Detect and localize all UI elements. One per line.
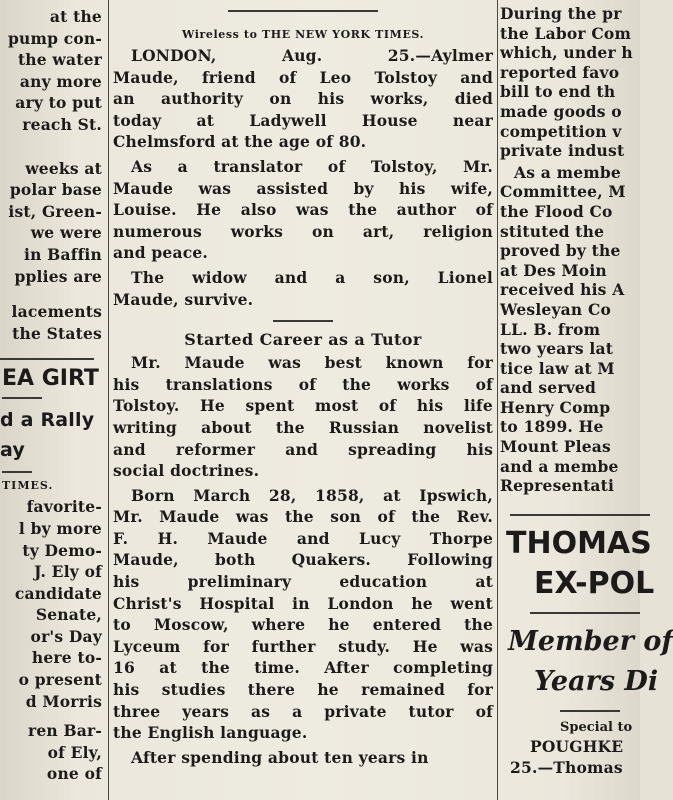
left-line: any more — [19, 71, 102, 91]
mid-rule — [273, 320, 333, 322]
left-line: favorite- — [26, 497, 102, 517]
left-line: ty Demo- — [22, 540, 102, 560]
left-line: here to- — [31, 648, 102, 668]
right-headline-2: EX-POL — [534, 565, 655, 601]
left-credit: TIMES. — [2, 479, 54, 493]
paragraph-line: The widow and a son, Lionel — [131, 267, 493, 287]
right-line: the Flood Co — [500, 201, 613, 221]
right-line: two years lat — [500, 339, 614, 359]
right-line: Henry Comp — [500, 397, 611, 417]
left-rule — [0, 358, 94, 360]
paragraph-line: Born March 28, 1858, at Ipswich, — [131, 485, 493, 505]
left-headline: EA GIRT — [2, 366, 99, 392]
left-line: in Baffin — [24, 244, 102, 264]
paragraph-line: 16 at the time. After completing — [113, 658, 493, 678]
paragraph-line: the English language. — [113, 723, 308, 743]
paragraph-line: numerous works on art, religion — [113, 221, 493, 241]
left-article-mid — [0, 158, 104, 288]
right-credit: Special to — [560, 719, 633, 735]
paragraph-line: today at Ladywell House near — [113, 110, 493, 130]
paragraph-line: his translations of the works of — [113, 374, 493, 394]
left-line: candidate — [14, 583, 102, 603]
left-line: d Morris — [25, 691, 102, 711]
right-line: and served — [500, 378, 597, 398]
paragraph-line: Christ's Hospital in London he went — [113, 593, 493, 613]
paragraph-line: an authority on his works, died — [113, 89, 493, 109]
right-deck-1: Member of — [508, 625, 673, 657]
paragraph-line: three years as a private tutor of — [113, 701, 493, 721]
right-line: Representati — [500, 476, 615, 496]
paragraph-1 — [113, 45, 493, 153]
right-article-bio — [500, 163, 660, 496]
left-line: ist, Green- — [8, 201, 102, 221]
left-line: reach St. — [22, 114, 102, 134]
paragraph-3 — [113, 267, 493, 310]
paragraph-line: to Moscow, where he entered the — [113, 615, 493, 635]
right-line: stituted the — [500, 221, 605, 241]
left-article-body — [0, 496, 104, 785]
right-line: which, under h — [500, 43, 633, 63]
paragraph-line: Mr. Maude was best known for — [131, 353, 493, 373]
paragraph-line: After spending about ten years in — [131, 747, 429, 767]
paragraph-line: and reformer and spreading his — [113, 439, 493, 459]
right-headline-1: THOMAS — [506, 525, 652, 561]
right-line: competition v — [500, 121, 622, 141]
paragraph-line: F. H. Maude and Lucy Thorpe — [113, 528, 493, 548]
paragraph-line: Tolstoy. He spent most of his life — [113, 396, 493, 416]
paragraph-line: Maude was assisted by his wife, — [113, 178, 493, 198]
paragraph-line: Maude, friend of Leo Tolstoy and — [113, 67, 493, 87]
paragraph-2 — [113, 156, 493, 264]
right-rule-3 — [560, 710, 620, 712]
right-line: at Des Moin — [500, 260, 607, 280]
right-line: Committee, M — [500, 182, 626, 202]
left-line: or's Day — [30, 626, 102, 646]
left-line: pplies are — [14, 266, 102, 286]
right-line: received his A — [500, 280, 625, 300]
right-line: Mount Pleas — [500, 437, 611, 457]
left-line: pump con- — [7, 28, 102, 48]
right-line: proved by the — [500, 241, 621, 261]
left-line: l by more — [18, 518, 102, 538]
paragraph-line: and peace. — [113, 243, 208, 263]
left-deck-line: ay — [0, 439, 26, 462]
paragraph-line: Maude, survive. — [113, 289, 254, 309]
left-article-low — [0, 301, 104, 344]
wireless-credit: Wireless to THE NEW YORK TIMES. — [181, 28, 425, 41]
paragraph-line: Chelmsford at the age of 80. — [113, 132, 367, 152]
paragraph-line: his studies there he remained for — [113, 680, 493, 700]
paragraph-line: writing about the Russian novelist — [113, 417, 493, 437]
left-line: we were — [30, 223, 102, 243]
paragraph-6 — [113, 747, 493, 769]
paragraph-line: Lyceum for further study. He was — [113, 636, 493, 656]
right-dateline: POUGHKE — [530, 736, 624, 756]
left-line: the water — [17, 50, 102, 70]
left-line: ary to put — [15, 93, 102, 113]
right-line: Wesleyan Co — [500, 299, 612, 319]
left-rule-2 — [2, 397, 42, 399]
paragraph-line: As a translator of Tolstoy, Mr. — [131, 156, 493, 176]
left-line: the States — [12, 323, 102, 343]
left-column — [0, 0, 104, 800]
left-line: o present — [18, 670, 102, 690]
paragraph-line: Maude, both Quakers. Following — [113, 550, 493, 570]
left-line: Senate, — [35, 605, 102, 625]
right-line: During the pr — [500, 4, 622, 23]
left-deck — [0, 405, 104, 465]
left-line: J. Ely of — [34, 562, 102, 582]
right-line: the Labor Com — [500, 23, 632, 43]
paragraph-line: Mr. Maude was the son of the Rev. — [113, 507, 493, 527]
left-article-top — [0, 6, 104, 136]
left-rule-3 — [2, 471, 32, 473]
left-line: at the — [49, 7, 102, 26]
right-line: and a membe — [500, 456, 619, 476]
paragraph-5 — [113, 485, 493, 744]
left-line: lacements — [11, 302, 102, 322]
right-line: bill to end th — [500, 82, 616, 102]
center-column — [113, 0, 493, 800]
right-line: reported favo — [500, 62, 620, 82]
left-line: ren Bar- — [27, 721, 102, 741]
paragraph-line: Louise. He also was the author of — [113, 200, 493, 220]
right-line: As a membe — [514, 162, 621, 182]
right-last-line: 25.—Thomas — [510, 758, 623, 778]
right-line: LL. B. from — [500, 319, 601, 339]
right-column — [500, 0, 673, 800]
top-rule — [228, 10, 378, 12]
left-line: one of — [46, 764, 102, 784]
right-line: private indust — [500, 141, 625, 161]
right-deck-2: Years Di — [534, 665, 659, 697]
left-line: of Ely, — [47, 742, 102, 762]
paragraph-4 — [113, 352, 493, 482]
subheading: Started Career as a Tutor — [184, 330, 422, 350]
right-rule — [510, 514, 650, 516]
right-line: to 1899. He — [500, 417, 604, 437]
left-line: weeks at — [25, 158, 102, 178]
right-line: made goods o — [500, 101, 622, 121]
left-line — [0, 712, 104, 720]
column-rule-right — [497, 0, 498, 800]
column-rule-left — [108, 0, 109, 800]
paragraph-line: his preliminary education at — [113, 572, 493, 592]
right-article-top — [500, 4, 660, 161]
paragraph-line: social doctrines. — [113, 461, 260, 481]
left-deck-line: d a Rally — [0, 409, 95, 432]
left-line: polar base — [9, 180, 102, 200]
paragraph-line: LONDON, Aug. 25.—Aylmer — [131, 46, 493, 65]
right-rule-2 — [530, 612, 640, 614]
right-line: tice law at M — [500, 358, 615, 378]
